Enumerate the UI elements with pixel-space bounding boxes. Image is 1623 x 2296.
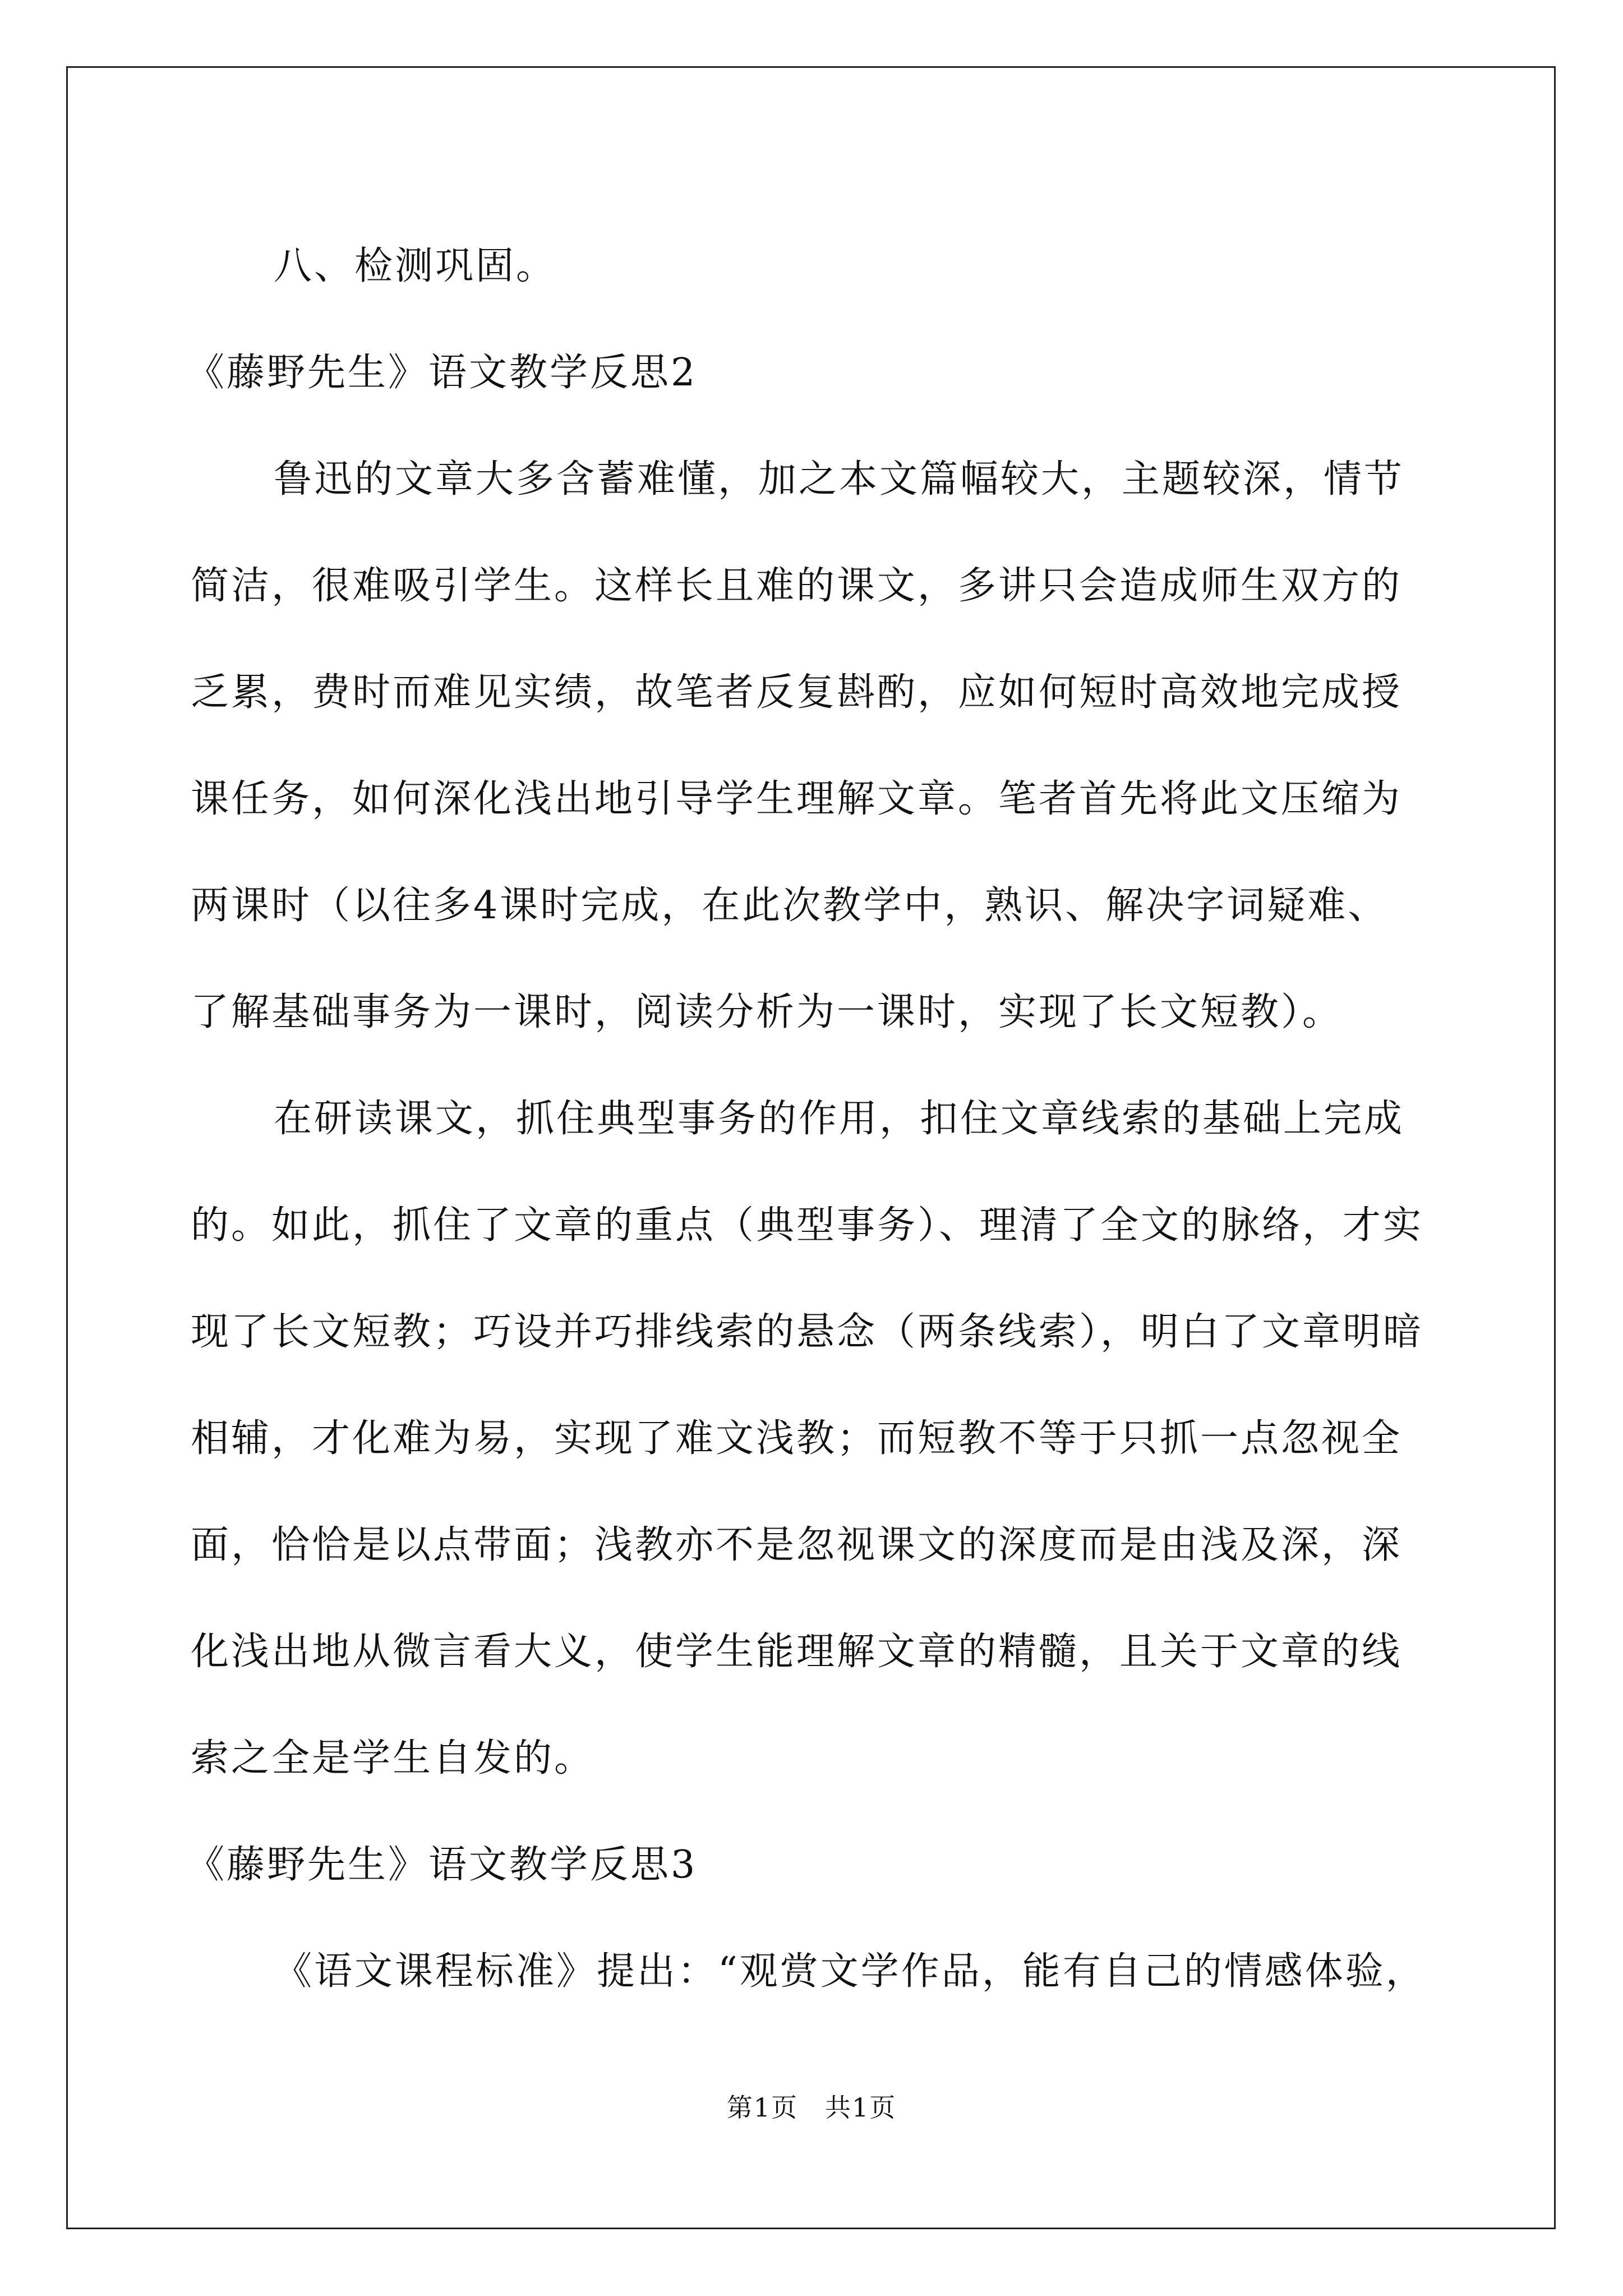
text-line: 两课时（以往多4课时完成，在此次教学中，熟识、解决字词疑难、 [191,884,1389,928]
section-heading: 《藤野先生》语文教学反思2 [186,351,698,395]
text-line: 的。如此，抓住了文章的重点（典型事务）、理清了全文的脉络，才实 [191,1203,1424,1248]
document-body [186,213,1436,2025]
text-line: 简洁，很难吸引学生。这样长且难的课文，多讲只会造成师生双方的 [191,564,1403,608]
text-line: 现了长文短教；巧设并巧排线索的悬念（两条线索），明白了文章明暗 [191,1310,1424,1354]
text-line: 在研读课文，抓住典型事务的作用，扣住文章线索的基础上完成 [274,1097,1405,1141]
text-line: 八、检测巩固。 [274,244,557,288]
section-heading: 《藤野先生》语文教学反思3 [186,1843,698,1887]
text-line: 了解基础事务为一课时，阅读分析为一课时，实现了长文短教）。 [191,990,1343,1034]
text-line: 面，恰恰是以点带面；浅教亦不是忽视课文的深度而是由浅及深，深 [191,1523,1403,1567]
text-line: 乏累，费时而难见实绩，故笔者反复斟酌，应如何短时高效地完成授 [191,670,1403,715]
text-line: 《语文课程标准》提出：“观赏文学作品，能有自己的情感体验， [274,1949,1426,1994]
text-line: 索之全是学生自发的。 [191,1736,595,1780]
text-line: 化浅出地从微言看大义，使学生能理解文章的精髓，且关于文章的线 [191,1630,1403,1674]
text-line: 相辅，才化难为易，实现了难文浅教；而短教不等于只抓一点忽视全 [191,1416,1403,1461]
text-line: 鲁迅的文章大多含蓄难懂，加之本文篇幅较大，主题较深，情节 [274,457,1405,501]
page-number-footer: 第1页 共1页 [726,2092,897,2123]
text-line: 课任务，如何深化浅出地引导学生理解文章。笔者首先将此文压缩为 [191,777,1403,821]
